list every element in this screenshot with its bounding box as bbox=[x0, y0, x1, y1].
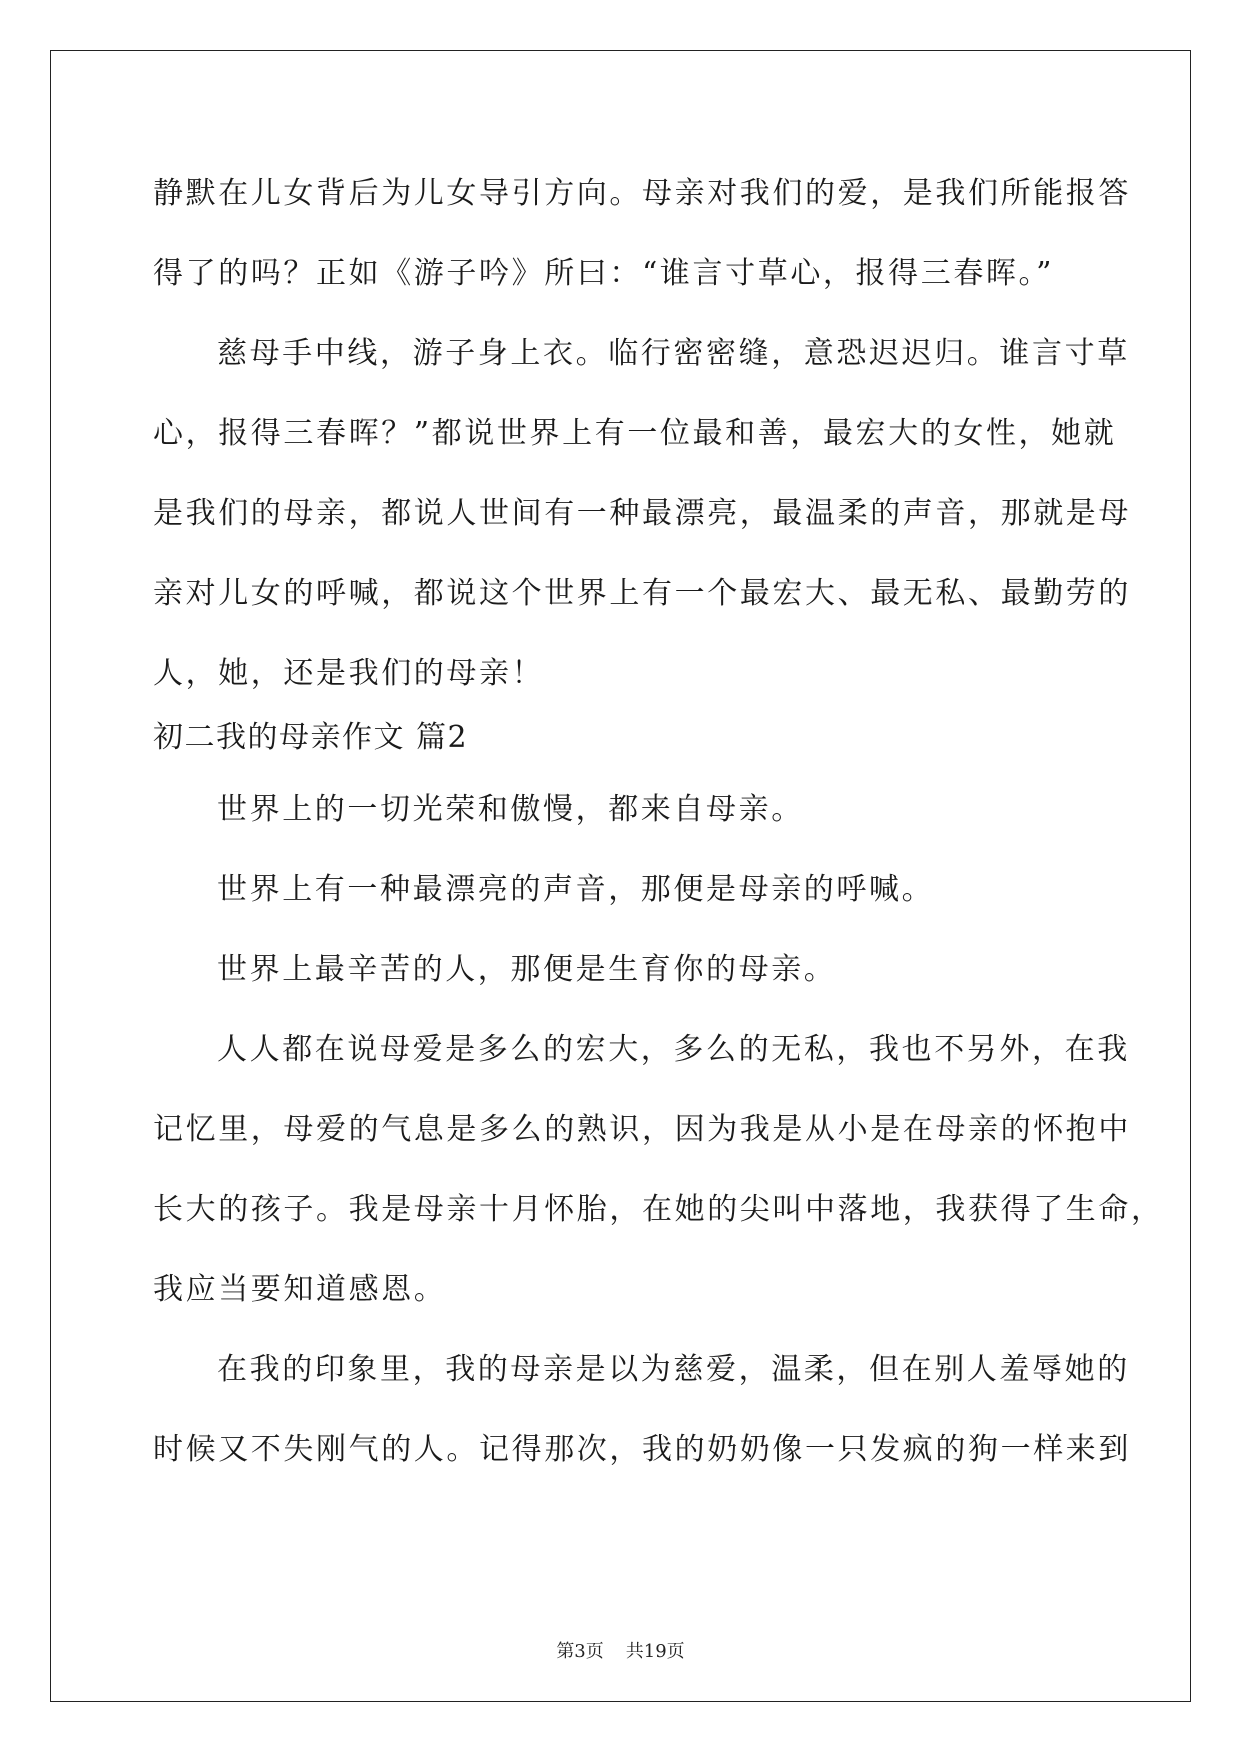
text-line: 静默在儿女背后为儿女导引方向。母亲对我们的爱，是我们所能报答 bbox=[153, 176, 1131, 211]
text-line: 得了的吗？正如《游子吟》所曰：“谁言寸草心，报得三春晖。” bbox=[153, 256, 1055, 291]
text-line: 我应当要知道感恩。 bbox=[153, 1272, 447, 1307]
text-line: 在我的印象里，我的母亲是以为慈爱，温柔，但在别人羞辱她的 bbox=[217, 1352, 1130, 1387]
section-heading: 初二我的母亲作文 篇2 bbox=[153, 720, 469, 755]
text-line: 记忆里，母爱的气息是多么的熟识，因为我是从小是在母亲的怀抱中 bbox=[153, 1112, 1131, 1147]
page-number-current: 第3页 bbox=[556, 1641, 604, 1662]
text-line: 人，她，还是我们的母亲！ bbox=[153, 656, 545, 691]
text-line: 人人都在说母爱是多么的宏大，多么的无私，我也不另外，在我 bbox=[217, 1032, 1130, 1067]
text-line: 慈母手中线，游子身上衣。临行密密缝，意恐迟迟归。谁言寸草 bbox=[217, 336, 1130, 371]
text-line: 世界上的一切光荣和傲慢，都来自母亲。 bbox=[217, 792, 804, 827]
text-line: 世界上最辛苦的人，那便是生育你的母亲。 bbox=[217, 952, 837, 987]
text-line: 时候又不失刚气的人。记得那次，我的奶奶像一只发疯的狗一样来到 bbox=[153, 1432, 1131, 1467]
text-line: 长大的孩子。我是母亲十月怀胎，在她的尖叫中落地，我获得了生命， bbox=[153, 1192, 1164, 1227]
text-line: 世界上有一种最漂亮的声音，那便是母亲的呼喊。 bbox=[217, 872, 935, 907]
text-line: 是我们的母亲，都说人世间有一种最漂亮，最温柔的声音，那就是母 bbox=[153, 496, 1131, 531]
text-line: 亲对儿女的呼喊，都说这个世界上有一个最宏大、最无私、最勤劳的 bbox=[153, 576, 1131, 611]
page-footer bbox=[0, 1637, 1241, 1663]
page-number-total: 共19页 bbox=[625, 1641, 685, 1662]
text-line: 心，报得三春晖？”都说世界上有一位最和善，最宏大的女性，她就 bbox=[153, 416, 1117, 451]
document-body bbox=[153, 160, 1164, 1496]
